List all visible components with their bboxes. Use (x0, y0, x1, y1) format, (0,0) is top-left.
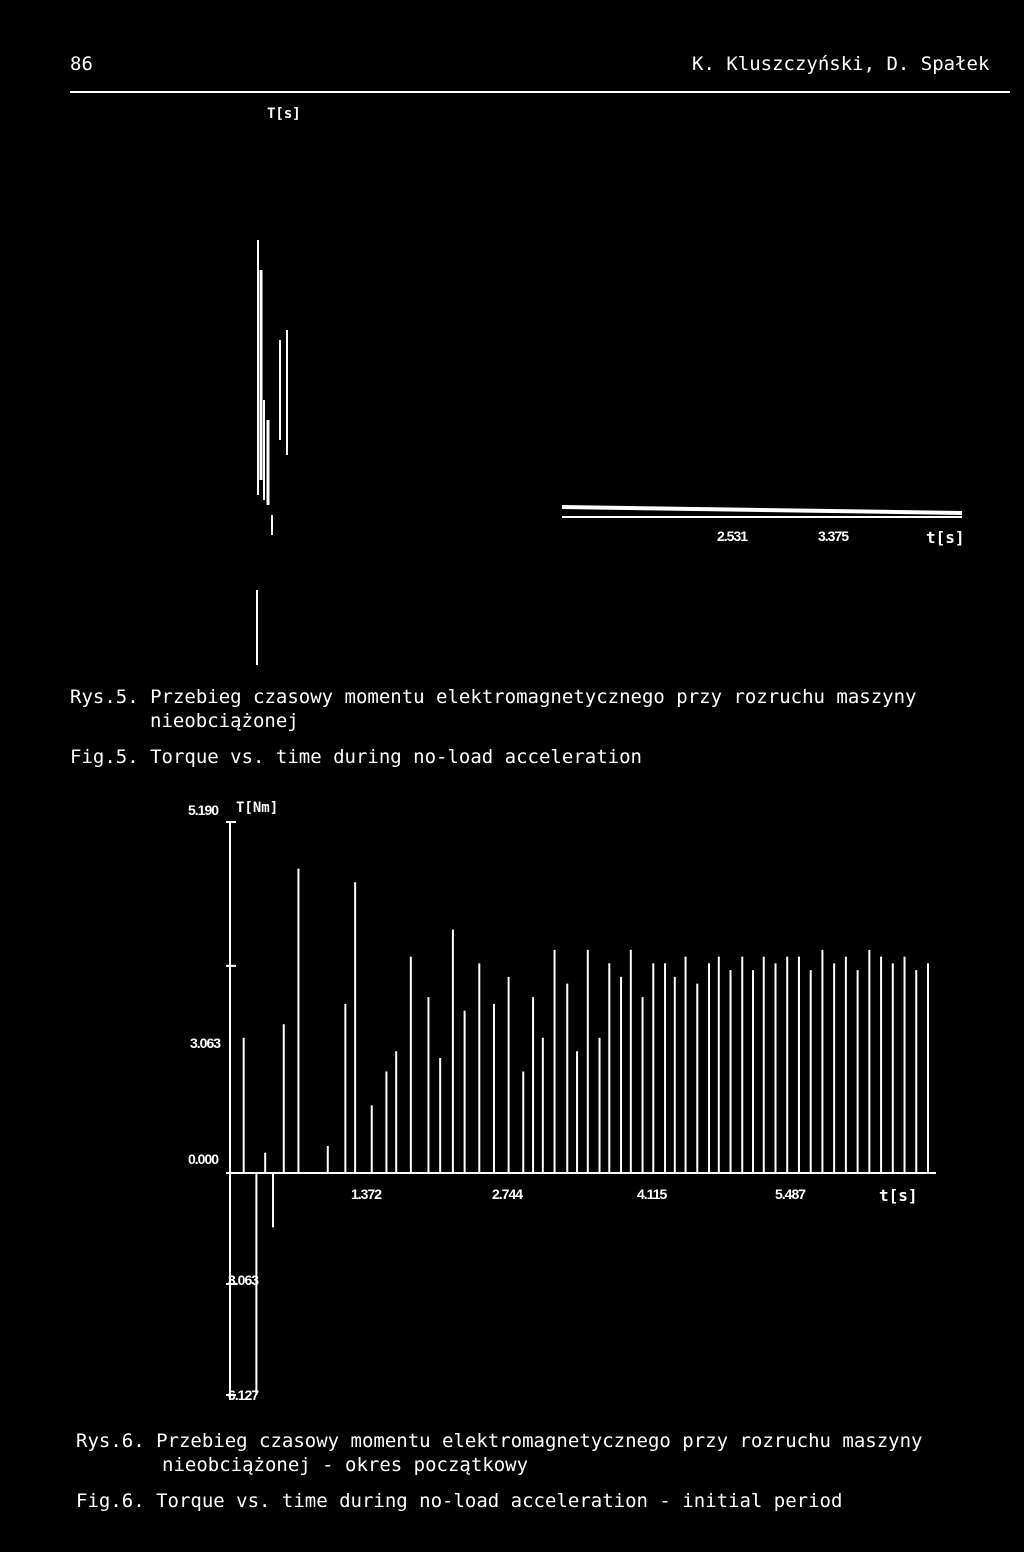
fig6-x-tick: 4.115 (637, 1186, 667, 1202)
running-header-authors: K. Kluszczyński, D. Spałek (692, 53, 990, 75)
fig5-y-axis-label: T[s] (267, 106, 301, 122)
fig6-y-tick: 0.000 (188, 1151, 219, 1167)
page-number: 86 (70, 53, 93, 75)
fig5-caption-pl: Rys.5. Przebieg czasowy momentu elektromagnetycznego przy rozruchu maszyny (70, 686, 917, 708)
fig6-caption-pl: Rys.6. Przebieg czasowy momentu elektromagnetycznego przy rozruchu maszyny (76, 1430, 923, 1452)
fig6-x-tick: 5.487 (775, 1186, 806, 1202)
fig6-y-axis-label: T[Nm] (236, 800, 279, 816)
fig6-marks (226, 822, 936, 1400)
fig6-x-axis-label: t[s] (879, 1186, 918, 1205)
fig6-x-tick: 2.744 (492, 1186, 523, 1202)
fig6-y-tick: 5.190 (188, 802, 219, 818)
fig6-y-tick: 3.063 (228, 1272, 259, 1288)
fig6-y-tick: 3.063 (190, 1035, 221, 1051)
fig5-x-tick: 2.531 (717, 528, 748, 544)
fig5-x-tick: 3.375 (818, 528, 849, 544)
fig5-x-axis-label: t[s] (926, 528, 965, 547)
fig5-caption-pl-continued: nieobciążonej (150, 710, 299, 732)
fig6-caption-pl-continued: nieobciążonej - okres początkowy (162, 1454, 529, 1476)
fig5-caption-en: Fig.5. Torque vs. time during no-load acceleration (70, 746, 642, 768)
fig6-x-tick: 1.372 (351, 1186, 382, 1202)
fig6-caption-en: Fig.6. Torque vs. time during no-load acceleration - initial period (76, 1490, 843, 1512)
fig6-y-tick: 6.127 (228, 1387, 259, 1403)
